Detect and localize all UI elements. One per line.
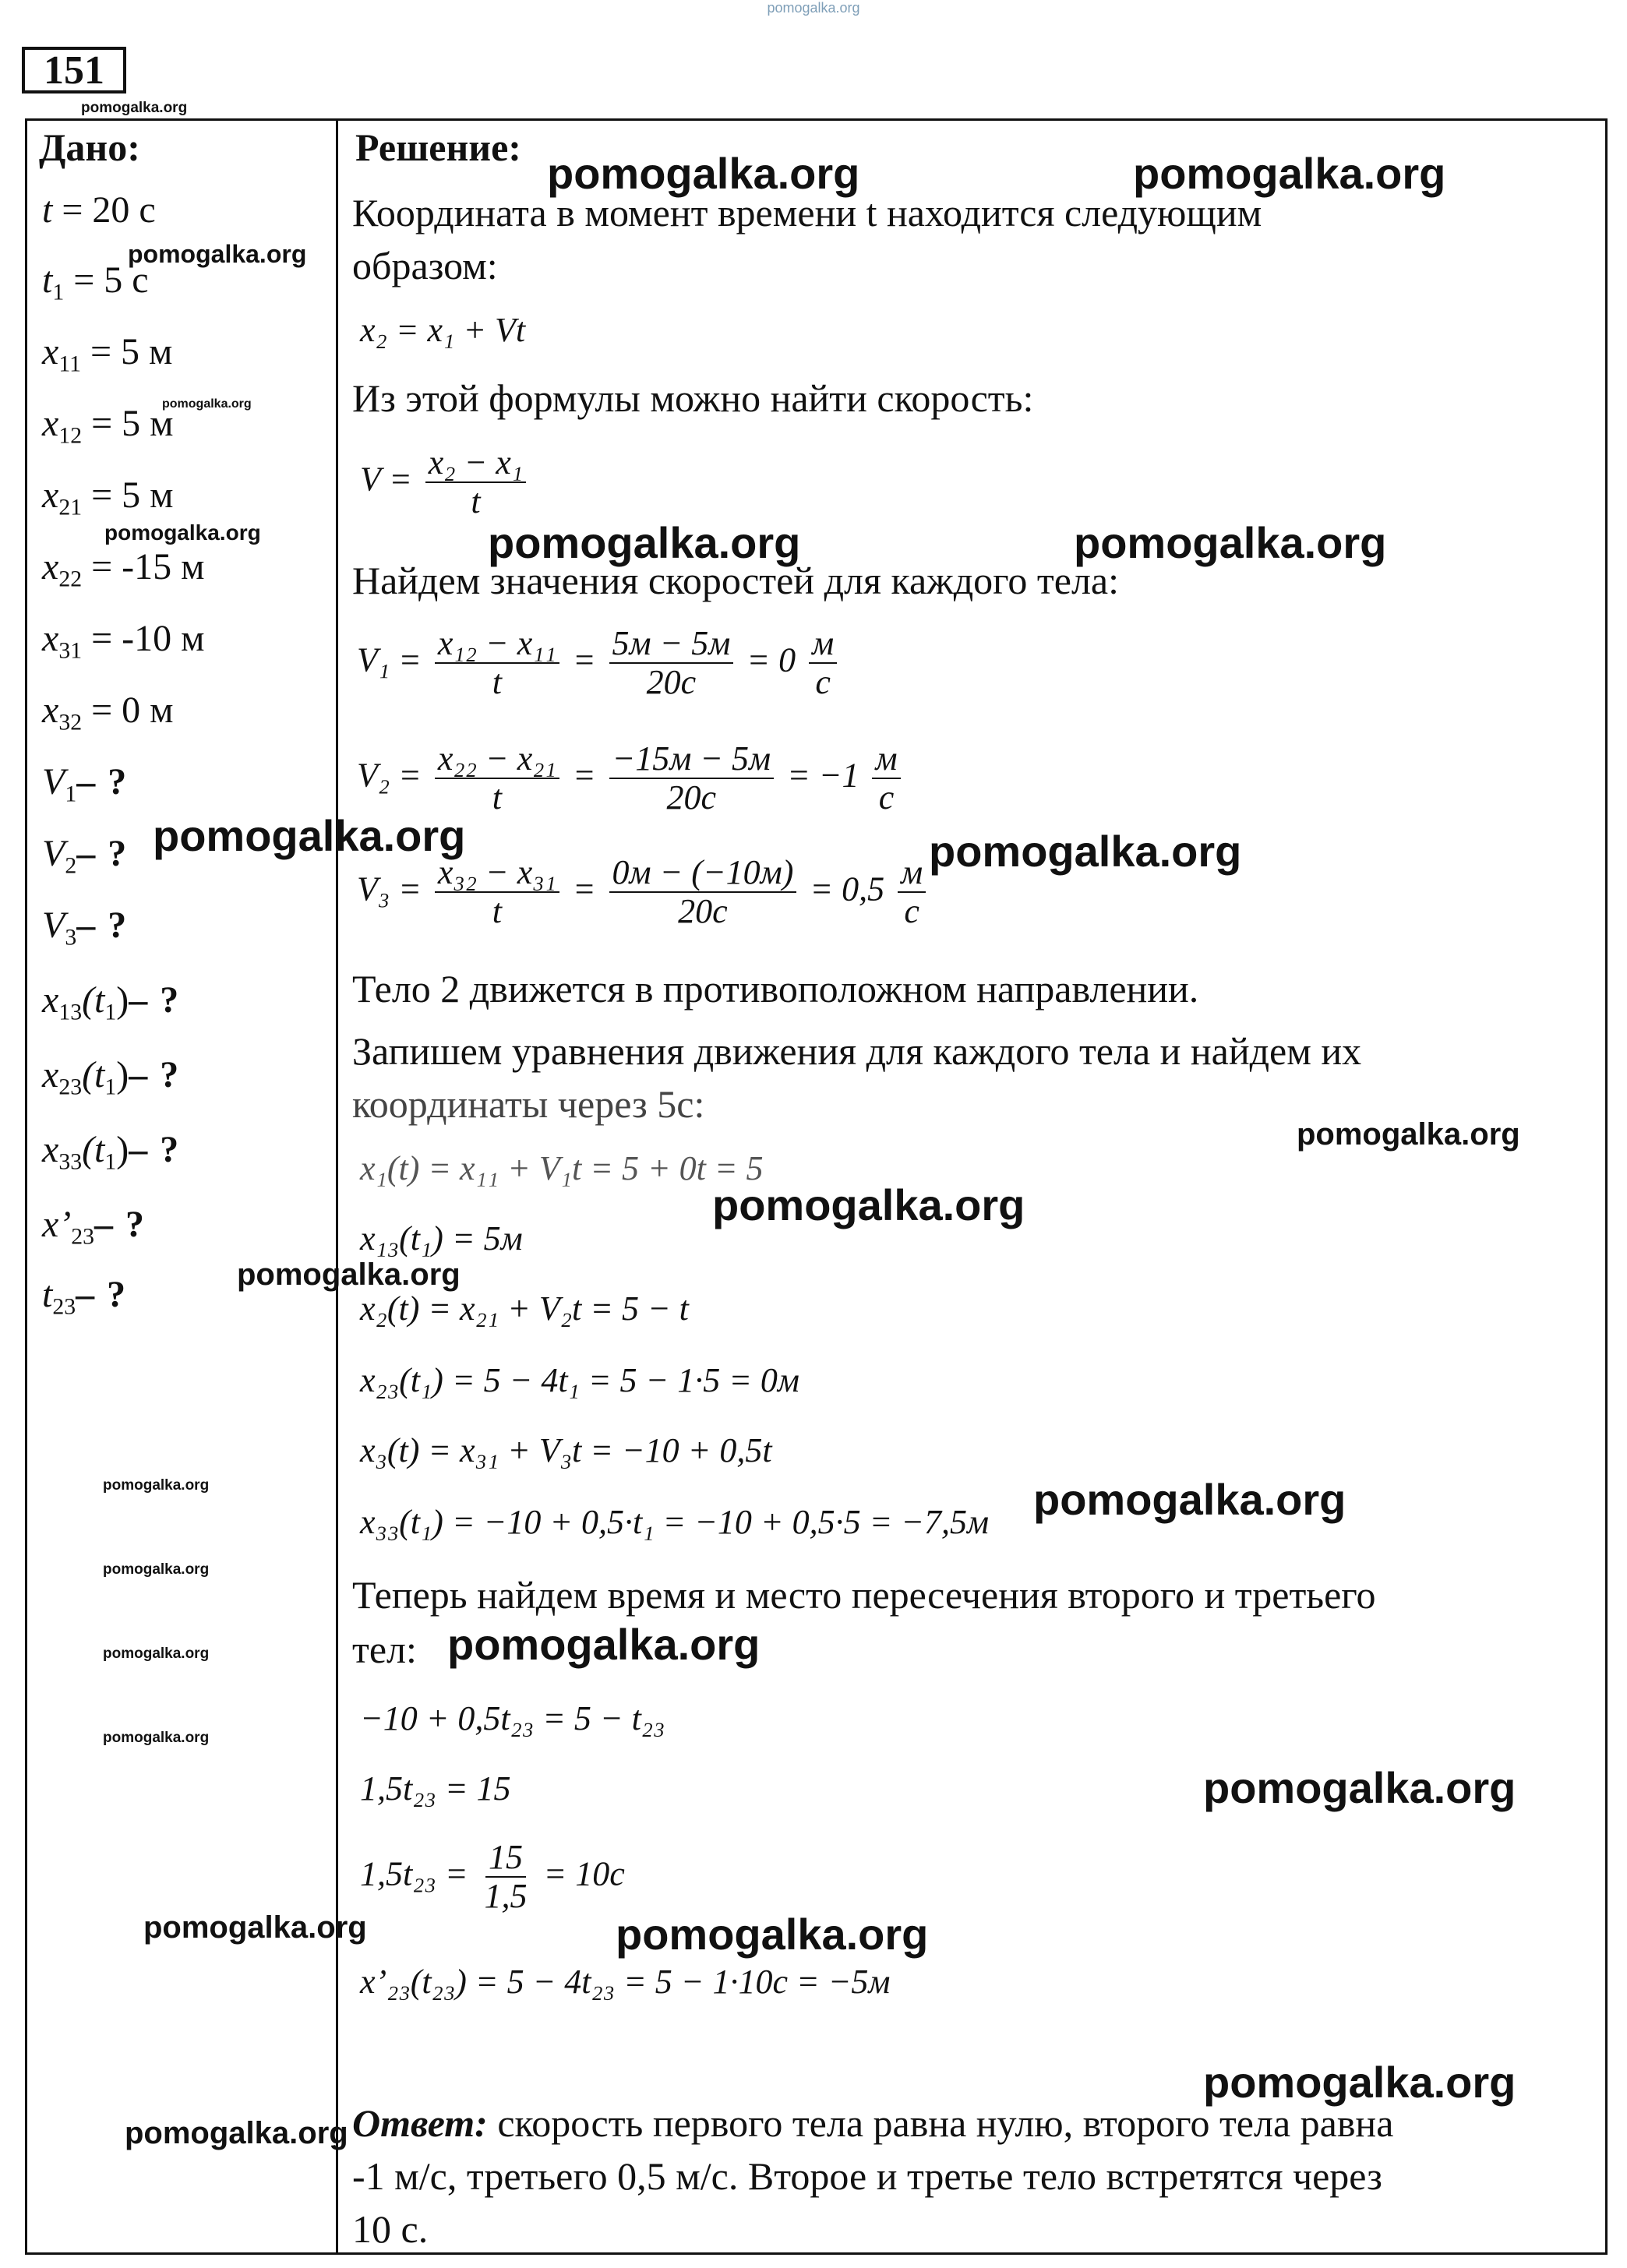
watermark-text: pomogalka.org xyxy=(237,1257,461,1292)
watermark-text: pomogalka.org xyxy=(616,1910,929,1959)
answer-line-2: -1 м/с, третьего 0,5 м/с. Второе и третье тело встретятся через xyxy=(352,2154,1382,2198)
formula-v3: V₃ = $\frac{\text{x₃₂ − x₃₁}}{t}$ = $\frac{0м - (-10м)}{20с}$ = 0,5 $\frac{м}{с}$ xyxy=(357,854,930,931)
top-watermark: pomogalka.org xyxy=(767,0,860,16)
find-x33: $x_{33}(t_1)-$ ? xyxy=(42,1129,179,1175)
number-watermark: pomogalka.org xyxy=(81,100,188,116)
solution-text-4: Тело 2 движется в противоположном направлении. xyxy=(352,967,1199,1011)
formula-xp23: x’₂₃(t₂₃) = 5 − 4t₂₃ = 5 − 1·10с = −5м xyxy=(360,1963,891,2001)
formula-v: V = $\frac{\text{x₂ − x₁}}{t}$ xyxy=(360,444,531,521)
formula-15t23: 1,5t₂₃ = 15 xyxy=(360,1769,511,1808)
watermark-text: pomogalka.org xyxy=(1033,1475,1346,1524)
given-x21: $x_{21} = 5$ м xyxy=(42,474,174,520)
watermark-text: pomogalka.org xyxy=(488,518,801,567)
given-x31: $x_{31} = -10$ м xyxy=(42,618,205,664)
watermark-text: pomogalka.org xyxy=(929,827,1242,876)
formula-x13: x₁₃(t₁) = 5м xyxy=(360,1219,523,1257)
watermark-text: pomogalka.org xyxy=(103,1561,210,1578)
watermark-text: pomogalka.org xyxy=(143,1910,367,1945)
watermark-text: pomogalka.org xyxy=(125,2116,348,2150)
find-v1: $V_1-$ ? xyxy=(42,761,127,807)
find-xp23: $x’_{23}-$ ? xyxy=(42,1204,145,1250)
answer-line-1: Ответ: скорость первого тела равна нулю, второго тела равна xyxy=(352,2101,1394,2145)
find-x13: $x_{13}(t_1)-$ ? xyxy=(42,979,179,1025)
formula-x1t: x₁(t) = x₁₁ + V₁t = 5 + 0t = 5 xyxy=(360,1149,764,1187)
formula-x2t: x₂(t) = x₂₁ + V₂t = 5 − t xyxy=(360,1289,689,1328)
formula-x2: x₂ = x₁ + Vt xyxy=(360,311,526,349)
answer-line-3: 10 с. xyxy=(352,2207,429,2251)
solution-text-1: Координата в момент времени t находится следующим xyxy=(352,191,1262,235)
formula-v1: V₁ = $\frac{\text{x₁₂ − x₁₁}}{t}$ = $\frac{5м - 5м}{20с}$ = 0 $\frac{м}{с}$ xyxy=(357,625,842,702)
formula-meet: −10 + 0,5t₂₃ = 5 − t₂₃ xyxy=(360,1699,665,1737)
find-v3: $V_3-$ ? xyxy=(42,905,127,951)
given-heading: Дано: xyxy=(39,125,140,169)
watermark-text: pomogalka.org xyxy=(1074,518,1387,567)
find-x23: $x_{23}(t_1)-$ ? xyxy=(42,1054,179,1100)
watermark-text: pomogalka.org xyxy=(153,811,466,860)
solution-heading: Решение: xyxy=(355,125,521,169)
problem-number: 151 xyxy=(22,47,126,93)
answer-label: Ответ: xyxy=(352,2101,488,2145)
watermark-text: pomogalka.org xyxy=(1203,2058,1516,2107)
watermark-text: pomogalka.org xyxy=(547,149,860,198)
given-t1: $t_1 = 5$ с xyxy=(42,259,149,305)
solution-text-6b: тел: xyxy=(352,1628,417,1671)
watermark-text: pomogalka.org xyxy=(447,1620,761,1669)
watermark-text: pomogalka.org xyxy=(1133,149,1446,198)
given-x11: $x_{11} = 5$ м xyxy=(42,331,173,377)
watermark-text: pomogalka.org xyxy=(712,1180,1025,1229)
watermark-text: pomogalka.org xyxy=(104,520,261,545)
solution-text-3: Найдем значения скоростей для каждого тела: xyxy=(352,559,1120,602)
formula-x33: x₃₃(t₁) = −10 + 0,5·t₁ = −10 + 0,5·5 = −7,5м xyxy=(360,1503,990,1541)
watermark-text: pomogalka.org xyxy=(103,1645,210,1662)
watermark-text: pomogalka.org xyxy=(1203,1763,1516,1812)
watermark-text: pomogalka.org xyxy=(103,1730,210,1746)
given-x22: $x_{22} = -15$ м xyxy=(42,546,205,592)
solution-text-6: Теперь найдем время и место пересечения второго и третьего xyxy=(352,1573,1376,1617)
given-x12: $x_{12} = 5$ м xyxy=(42,403,174,449)
given-t: t = 20 с xyxy=(42,189,156,231)
find-t23: $t_{23}-$ ? xyxy=(42,1274,126,1320)
solution-text-1b: образом: xyxy=(352,244,498,287)
solution-text-2: Из этой формулы можно найти скорость: xyxy=(352,376,1034,420)
solution-text-5b: координаты через 5с: xyxy=(352,1082,705,1126)
formula-v2: V₂ = $\frac{\text{x₂₂ − x₂₁}}{t}$ = $\frac{-15м - 5м}{20с}$ = −1 $\frac{м}{с}$ xyxy=(357,740,905,817)
watermark-text: pomogalka.org xyxy=(162,397,252,411)
formula-t23: 1,5t₂₃ = $\frac{15}{1,5}$ = 10с xyxy=(360,1838,625,1916)
watermark-text: pomogalka.org xyxy=(103,1477,210,1494)
find-v2: $V_2-$ ? xyxy=(42,833,127,879)
solution-text-5: Запишем уравнения движения для каждого тела и найдем их xyxy=(352,1029,1362,1073)
formula-x3t: x₃(t) = x₃₁ + V₃t = −10 + 0,5t xyxy=(360,1431,772,1469)
watermark-text: pomogalka.org xyxy=(1297,1117,1520,1152)
given-x32: $x_{32} = 0$ м xyxy=(42,690,174,735)
formula-x23: x₂₃(t₁) = 5 − 4t₁ = 5 − 1·5 = 0м xyxy=(360,1361,800,1399)
watermark-text: pomogalka.org xyxy=(128,240,307,268)
